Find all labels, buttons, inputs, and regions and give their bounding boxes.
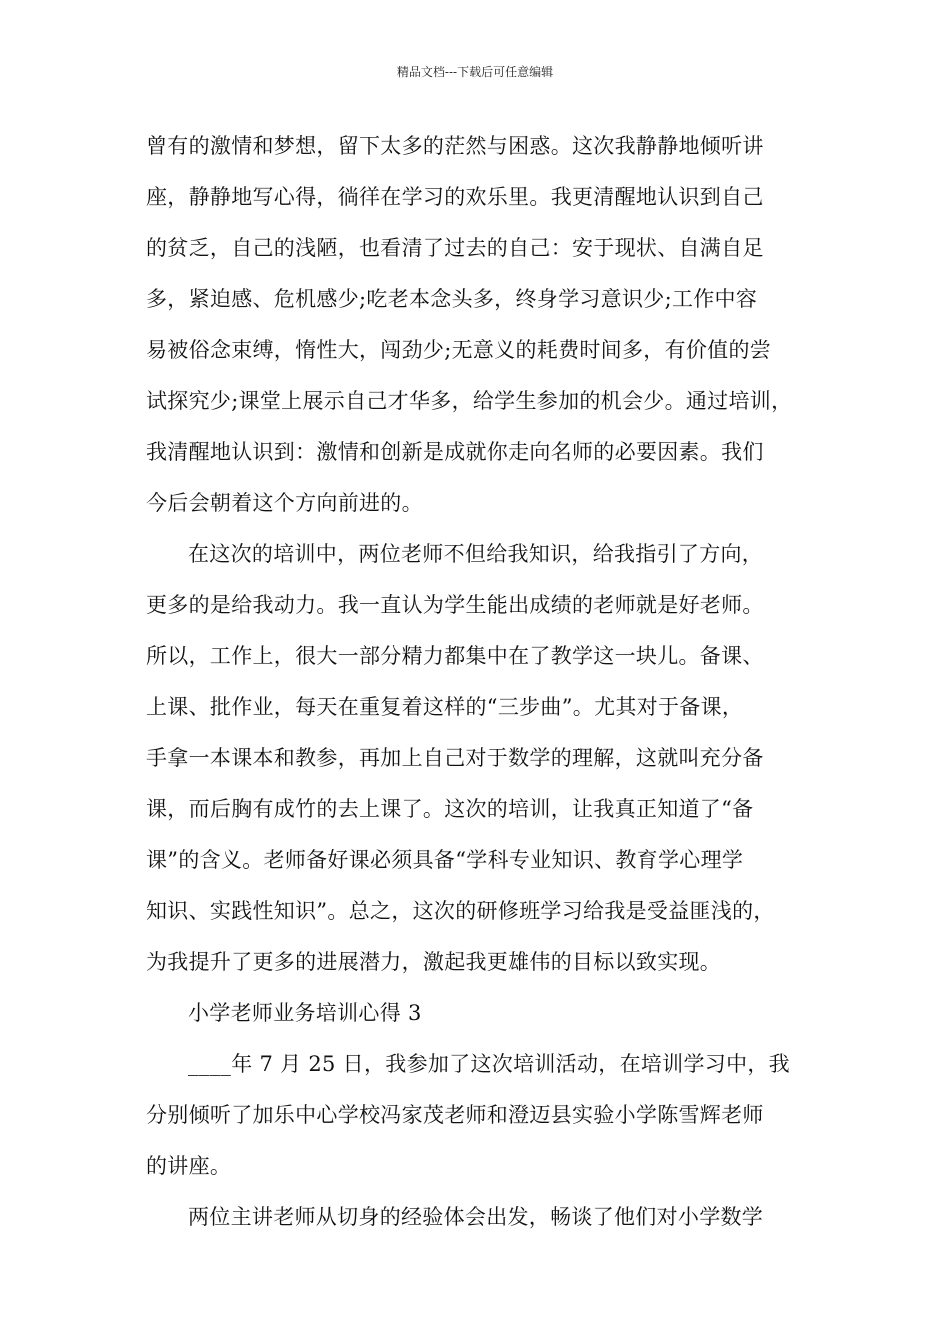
text-line: 上课、批作业，每天在重复着这样的“三步曲”。尤其对于备课， (146, 695, 744, 719)
text-line: 易被俗念束缚，惰性大，闯劲少;无意义的耗费时间多，有价值的尝 (146, 338, 772, 362)
text-line: 座，静静地写心得，徜徉在学习的欢乐里。我更清醒地认识到自己 (146, 185, 764, 209)
text-line: ____年 7 月 25 日，我参加了这次培训活动，在培训学习中，我 (188, 1052, 790, 1076)
text-line: 知识、实践性知识”。总之，这次的研修班学习给我是受益匪浅的， (146, 899, 775, 923)
text-line: 为我提升了更多的进展潜力，激起我更雄伟的目标以致实现。 (146, 950, 722, 974)
text-line: 今后会朝着这个方向前进的。 (146, 491, 423, 515)
text-line: 两位主讲老师从切身的经验体会出发，畅谈了他们对小学数学 (188, 1205, 764, 1229)
text-line: 的讲座。 (146, 1154, 232, 1178)
text-line: 课，而后胸有成竹的去上课了。这次的培训，让我真正知道了“备 (146, 797, 754, 821)
paragraph-1 (146, 121, 826, 529)
text-line: 课”的含义。老师备好课必须具备“学科专业知识、教育学心理学 (146, 848, 744, 872)
text-line: 曾有的激情和梦想，留下太多的茫然与困惑。这次我静静地倾听讲 (146, 134, 764, 158)
text-line: 更多的是给我动力。我一直认为学生能出成绩的老师就是好老师。 (146, 593, 764, 617)
paragraph-3 (146, 1039, 826, 1192)
section-title: 小学老师业务培训心得 3 (188, 1001, 422, 1025)
text-line: 多，紧迫感、危机感少;吃老本念头多，终身学习意识少;工作中容 (146, 287, 758, 311)
paragraph-4 (146, 1192, 826, 1243)
text-line: 的贫乏，自己的浅陋，也看清了过去的自己：安于现状、自满自足 (146, 236, 764, 260)
page-header: 精品文档---下载后可任意编辑 (396, 65, 554, 79)
text-line: 试探究少;课堂上展示自己才华多，给学生参加的机会少。通过培训， (146, 389, 793, 413)
text-line: 手拿一本课本和教参，再加上自己对于数学的理解，这就叫充分备 (146, 746, 764, 770)
text-line: 我清醒地认识到：激情和创新是成就你走向名师的必要因素。我们 (146, 440, 764, 464)
text-line: 在这次的培训中，两位老师不但给我知识，给我指引了方向， (188, 542, 764, 566)
section-heading (146, 988, 826, 1039)
text-line: 所以，工作上，很大一部分精力都集中在了教学这一块儿。备课、 (146, 644, 764, 668)
document-body (146, 121, 826, 1243)
paragraph-2 (146, 529, 826, 988)
text-line: 分别倾听了加乐中心学校冯家茂老师和澄迈县实验小学陈雪辉老师 (146, 1103, 764, 1127)
